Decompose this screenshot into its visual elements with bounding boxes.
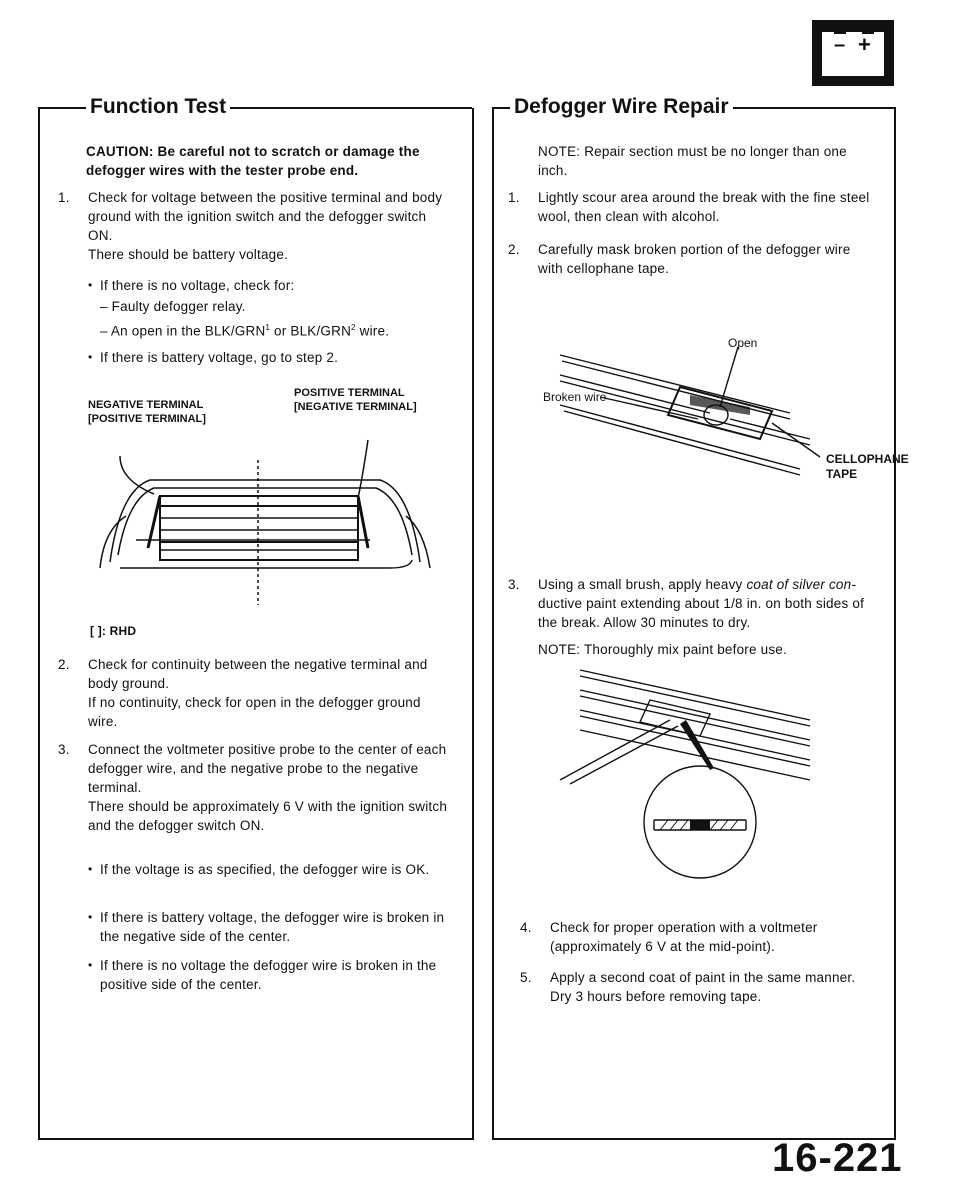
step-3-bullet-3: • If there is no voltage the defogger wire is broken in the positive side of the center.	[100, 956, 448, 994]
page-number: 16-221	[772, 1136, 903, 1180]
step-2-text: Check for continuity between the negative terminal and body ground.	[88, 657, 428, 691]
battery-plus: +	[858, 32, 871, 57]
caution-text: CAUTION: Be careful not to scratch or damage the defogger wires with the tester probe end.	[86, 144, 420, 178]
step-1-dash-2: – An open in the BLK/GRN$^1$ or BLK/GRN$^2$ wire.	[100, 323, 390, 339]
repair-step-2: 2. Carefully mask broken portion of the defogger wire with cellophane tape.	[508, 242, 851, 276]
rear-window-defogger-diagram	[90, 420, 440, 620]
repair-step-1: 1. Lightly scour area around the break with the fine steel wool, then clean with alcohol.	[508, 190, 870, 224]
step-3-text: Connect the voltmeter positive probe to the center of each defogger wire, and the negative probe to the negative terminal.	[88, 742, 447, 795]
repair-step-5: 5. Apply a second coat of paint in the same manner. Dry 3 hours before removing tape.	[520, 970, 856, 1004]
rhd-note: [ ]: RHD	[90, 624, 137, 638]
step-1: 1. Check for voltage between the positive terminal and body ground with the ignition switch and the defogger switch ON. There should be battery voltage.	[58, 188, 448, 264]
broken-wire-label: Broken wire	[543, 390, 607, 404]
step-2-text2: If no continuity, check for open in the defogger ground wire.	[88, 695, 421, 729]
positive-terminal-label: POSITIVE TERMINAL [NEGATIVE TERMINAL]	[294, 387, 417, 413]
defogger-wire-repair-title: Defogger Wire Repair	[510, 95, 733, 119]
brush-paint-diagram	[540, 660, 840, 900]
battery-icon	[812, 20, 894, 86]
battery-minus: –	[834, 34, 846, 56]
repair-step-3: 3. Using a small brush, apply heavy coat of silver con- ductive paint extending about 1/8 in. on both sides of the break. Allow 30 minutes to dry.	[508, 577, 865, 630]
step-1-text2: There should be battery voltage.	[88, 247, 289, 262]
step-1-dash-1: – Faulty defogger relay.	[100, 299, 246, 314]
step-3-bullet-2: • If there is battery voltage, the defogger wire is broken in the negative side of the center.	[100, 908, 448, 946]
repair-note-2: NOTE: Thoroughly mix paint before use.	[538, 642, 787, 657]
repair-note: NOTE: Repair section must be no longer than one inch.	[538, 144, 847, 178]
step-3-text2: There should be approximately 6 V with the ignition switch and the defogger switch ON.	[88, 799, 448, 833]
repair-step-4: 4. Check for proper operation with a voltmeter (approximately 6 V at the mid-point).	[520, 920, 818, 954]
step-2: 2. Check for continuity between the negative terminal and body ground. If no continuity, check for open in the defogger ground wire.	[58, 655, 448, 731]
step-1-bullet-2: • If there is battery voltage, go to step 2.	[100, 348, 338, 367]
step-1-bullet-1: • If there is no voltage, check for:	[100, 276, 294, 295]
step-3: 3. Connect the voltmeter positive probe to the center of each defogger wire, and the negative probe to the negative terminal. There should be approximately 6 V with the ignition switch and the defogger switch ON.	[58, 742, 448, 833]
function-test-title: Function Test	[86, 95, 230, 119]
cellophane-tape-label: CELLOPHANE TAPE	[826, 452, 909, 481]
negative-terminal-label: NEGATIVE TERMINAL [POSITIVE TERMINAL]	[88, 399, 206, 425]
step-3-bullet-1: • If the voltage is as specified, the defogger wire is OK.	[100, 860, 448, 879]
open-label: Open	[728, 336, 758, 350]
step-1-text: Check for voltage between the positive terminal and body ground with the ignition switch and the defogger switch ON.	[88, 190, 443, 243]
